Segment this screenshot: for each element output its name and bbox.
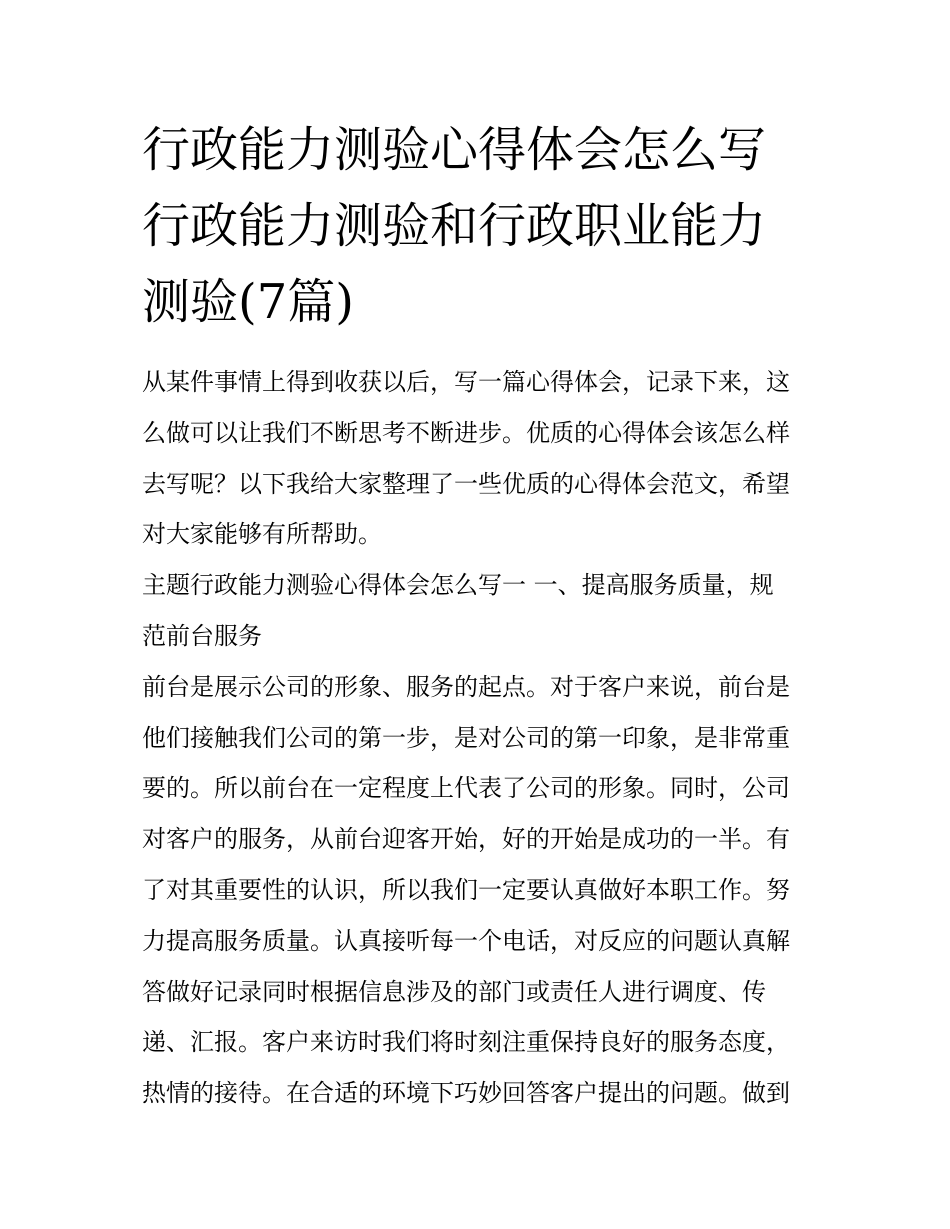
body-paragraph: 前台是展示公司的形象、服务的起点。对于客户来说，前台是 他们接触我们公司的第一步，是对公司的第一印象，是非常重 要的。所以前台在一定程度上代表了公司的形象。同时，公司 对客户的服务，从前台迎客开始，好的开始是成功的一半。有 了对其重要性的认识，所以我们一定要认真做好本职工作。努 力提高服务质量。认真接听每一个电话，对反应的问题认真解 答做好记录同时根据信息涉及的部门或责任人进行调度、传 递、汇报。客户来访时我们将时刻注重保持良好的服务态度， 热情的接待。在合适的环境下巧妙回答客户提出的问题。做到 [142, 672, 790, 1108]
document-body [142, 357, 822, 1119]
intro-paragraph: 从某件事情上得到收获以后，写一篇心得体会，记录下来，这 么做可以让我们不断思考不断进步。优质的心得体会该怎么样 去写呢？以下我给大家整理了一些优质的心得体会范文，希望 对大家能够有所帮助。 [142, 368, 790, 549]
section-heading: 主题行政能力测验心得体会怎么写一 一、提高服务质量，规 范前台服务 [142, 571, 774, 650]
document-title: 行政能力测验心得体会怎么写 行政能力测验和行政职业能力 测验(7篇) [142, 122, 767, 330]
